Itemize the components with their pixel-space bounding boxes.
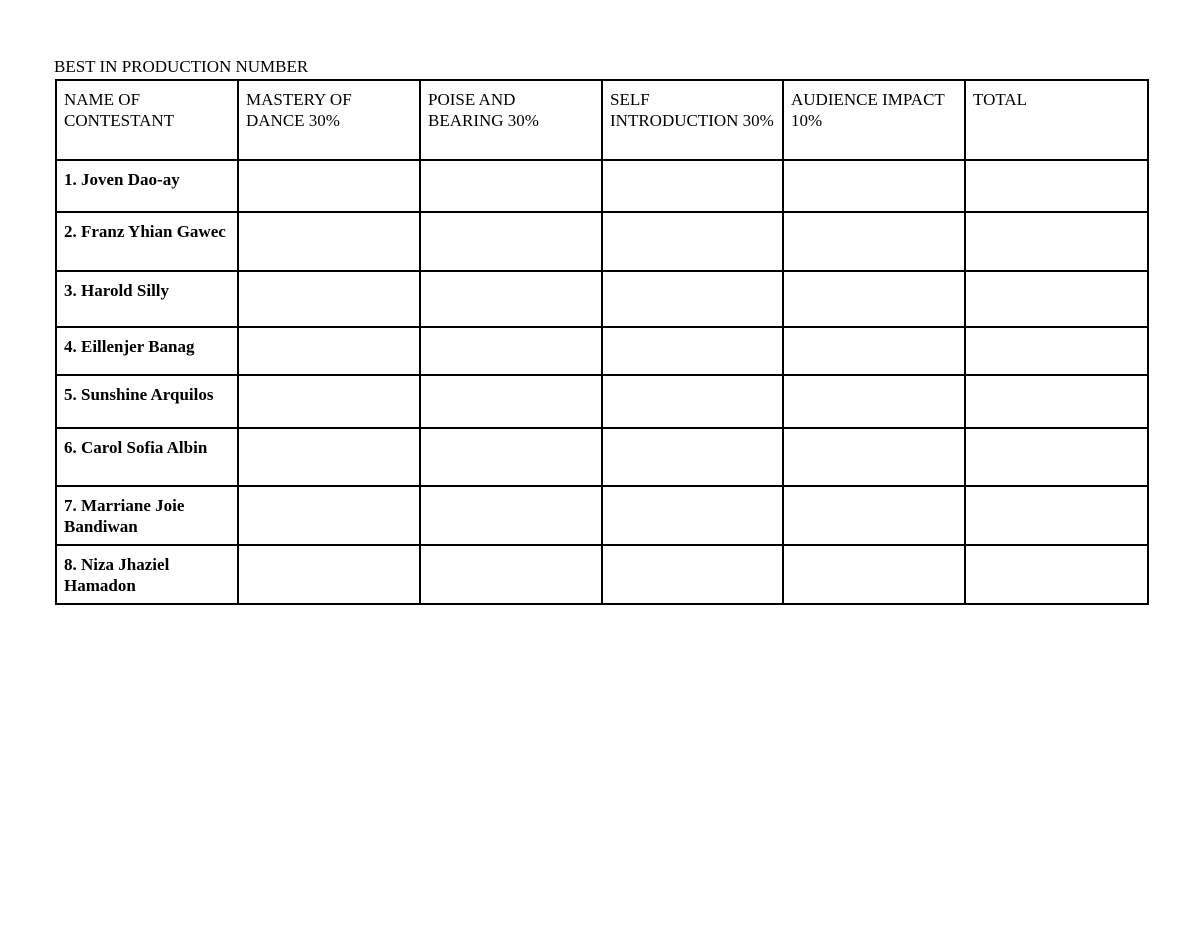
poise-score-cell[interactable] xyxy=(420,160,602,212)
contestant-name: 2. Franz Yhian Gawec xyxy=(56,212,238,271)
total-score-cell[interactable] xyxy=(965,428,1148,486)
mastery-score-cell[interactable] xyxy=(238,327,420,375)
document-title: BEST IN PRODUCTION NUMBER xyxy=(54,57,309,76)
mastery-score-cell[interactable] xyxy=(238,160,420,212)
self-intro-score-cell[interactable] xyxy=(602,375,783,428)
mastery-score-cell[interactable] xyxy=(238,545,420,604)
poise-score-cell[interactable] xyxy=(420,428,602,486)
mastery-score-cell[interactable] xyxy=(238,271,420,327)
header-self-introduction: SELF INTRODUCTION 30% xyxy=(602,80,783,160)
self-intro-score-cell[interactable] xyxy=(602,486,783,545)
poise-score-cell[interactable] xyxy=(420,486,602,545)
total-score-cell[interactable] xyxy=(965,327,1148,375)
mastery-score-cell[interactable] xyxy=(238,375,420,428)
audience-impact-score-cell[interactable] xyxy=(783,486,965,545)
poise-score-cell[interactable] xyxy=(420,375,602,428)
audience-impact-score-cell[interactable] xyxy=(783,327,965,375)
header-poise-and-bearing: POISE AND BEARING 30% xyxy=(420,80,602,160)
header-audience-impact: AUDIENCE IMPACT 10% xyxy=(783,80,965,160)
total-score-cell[interactable] xyxy=(965,271,1148,327)
audience-impact-score-cell[interactable] xyxy=(783,428,965,486)
poise-score-cell[interactable] xyxy=(420,271,602,327)
table-row xyxy=(56,327,1148,375)
mastery-score-cell[interactable] xyxy=(238,428,420,486)
contestant-name: 3. Harold Silly xyxy=(56,271,238,327)
self-intro-score-cell[interactable] xyxy=(602,160,783,212)
contestant-name: 6. Carol Sofia Albin xyxy=(56,428,238,486)
total-score-cell[interactable] xyxy=(965,160,1148,212)
table-row xyxy=(56,428,1148,486)
table-row xyxy=(56,486,1148,545)
audience-impact-score-cell[interactable] xyxy=(783,375,965,428)
table-row xyxy=(56,375,1148,428)
audience-impact-score-cell[interactable] xyxy=(783,212,965,271)
audience-impact-score-cell[interactable] xyxy=(783,545,965,604)
self-intro-score-cell[interactable] xyxy=(602,545,783,604)
table-row xyxy=(56,271,1148,327)
table-row xyxy=(56,160,1148,212)
header-name-of-contestant: NAME OF CONTESTANT xyxy=(56,80,238,160)
contestant-name: 7. Marriane Joie Bandiwan xyxy=(56,486,238,545)
contestant-name: 4. Eillenjer Banag xyxy=(56,327,238,375)
poise-score-cell[interactable] xyxy=(420,212,602,271)
mastery-score-cell[interactable] xyxy=(238,486,420,545)
table-row xyxy=(56,545,1148,604)
total-score-cell[interactable] xyxy=(965,375,1148,428)
header-total: TOTAL xyxy=(965,80,1148,160)
poise-score-cell[interactable] xyxy=(420,327,602,375)
header-row xyxy=(56,80,1148,160)
self-intro-score-cell[interactable] xyxy=(602,327,783,375)
self-intro-score-cell[interactable] xyxy=(602,212,783,271)
contestant-name: 1. Joven Dao-ay xyxy=(56,160,238,212)
contestant-name: 8. Niza Jhaziel Hamadon xyxy=(56,545,238,604)
contestant-name: 5. Sunshine Arquilos xyxy=(56,375,238,428)
total-score-cell[interactable] xyxy=(965,212,1148,271)
table-row xyxy=(56,212,1148,271)
scoring-table xyxy=(55,79,1149,605)
mastery-score-cell[interactable] xyxy=(238,212,420,271)
audience-impact-score-cell[interactable] xyxy=(783,160,965,212)
total-score-cell[interactable] xyxy=(965,545,1148,604)
total-score-cell[interactable] xyxy=(965,486,1148,545)
self-intro-score-cell[interactable] xyxy=(602,428,783,486)
audience-impact-score-cell[interactable] xyxy=(783,271,965,327)
self-intro-score-cell[interactable] xyxy=(602,271,783,327)
poise-score-cell[interactable] xyxy=(420,545,602,604)
header-mastery-of-dance: MASTERY OF DANCE 30% xyxy=(238,80,420,160)
